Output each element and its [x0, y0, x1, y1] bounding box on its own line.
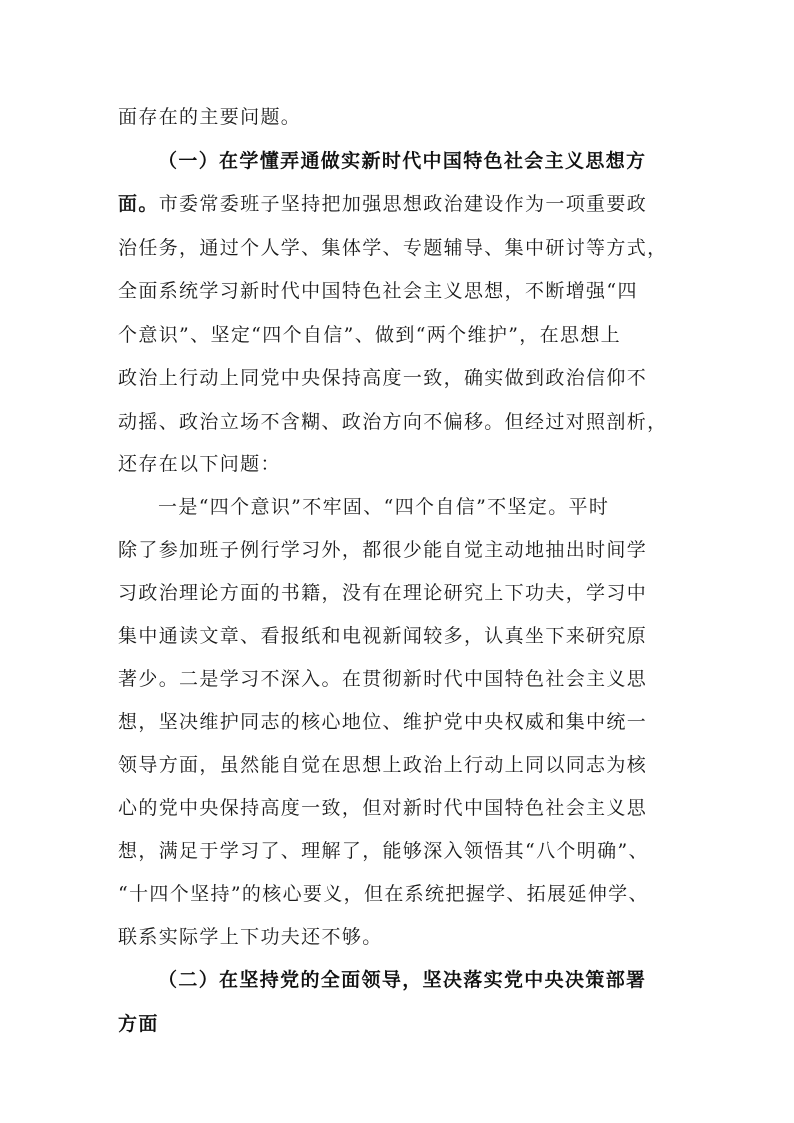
paragraph-line-7: 政治上行动上同党中央保持高度一致，确实做到政治信仰不 — [118, 367, 648, 389]
paragraph-line-16: 领导方面，虽然能自觉在思想上政治上行动上同以同志为核 — [118, 754, 648, 776]
paragraph-line-1: 面存在的主要问题。 — [118, 106, 302, 128]
paragraph-line-5: 全面系统学习新时代中国特色社会主义思想，不断增强“四 — [118, 280, 638, 302]
paragraph-line-3 — [118, 191, 678, 217]
section-heading-1: （一）在学懂弄通做实新时代中国特色社会主义思想方 — [158, 150, 647, 172]
paragraph-line-9: 还存在以下问题： — [118, 453, 281, 475]
paragraph-line-11: 除了参加班子例行学习外，都很少能自觉主动地抽出时间学 — [118, 539, 648, 561]
paragraph-line-4: 治任务，通过个人学、集体学、专题辅导、集中研讨等方式， — [118, 237, 668, 259]
paragraph-line-12: 习政治理论方面的书籍，没有在理论研究上下功夫，学习中 — [118, 582, 648, 604]
paragraph-line-20: 联系实际学上下功夫还不够。 — [118, 926, 383, 948]
section-heading-2-continuation: 方面 — [118, 1013, 159, 1035]
paragraph-line-10: 一是“四个意识”不牢固、“四个自信”不坚定。平时 — [158, 496, 610, 518]
paragraph-line-8: 动摇、政治立场不含糊、政治方向不偏移。但经过对照剖析， — [118, 411, 668, 433]
section-heading-2: （二）在坚持党的全面领导，坚决落实党中央决策部署 — [158, 969, 647, 991]
paragraph-text: 市委常委班子坚持把加强思想政治建设作为一项重要政 — [158, 193, 648, 215]
heading-continuation: 面。 — [118, 193, 159, 215]
paragraph-line-6: 个意识”、坚定“四个自信”、做到“两个维护”，在思想上 — [118, 324, 622, 346]
paragraph-line-18: 想，满足于学习了、理解了，能够深入领悟其“八个明确”、 — [118, 840, 649, 862]
paragraph-line-14: 著少。二是学习不深入。在贯彻新时代中国特色社会主义思 — [118, 668, 648, 690]
paragraph-line-17: 心的党中央保持高度一致，但对新时代中国特色社会主义思 — [118, 797, 648, 819]
paragraph-line-13: 集中通读文章、看报纸和电视新闻较多，认真坐下来研究原 — [118, 625, 648, 647]
paragraph-line-15: 想，坚决维护同志的核心地位、维护党中央权威和集中统一 — [118, 711, 648, 733]
paragraph-line-19: “十四个坚持”的核心要义，但在系统把握学、拓展延伸学、 — [118, 883, 649, 905]
